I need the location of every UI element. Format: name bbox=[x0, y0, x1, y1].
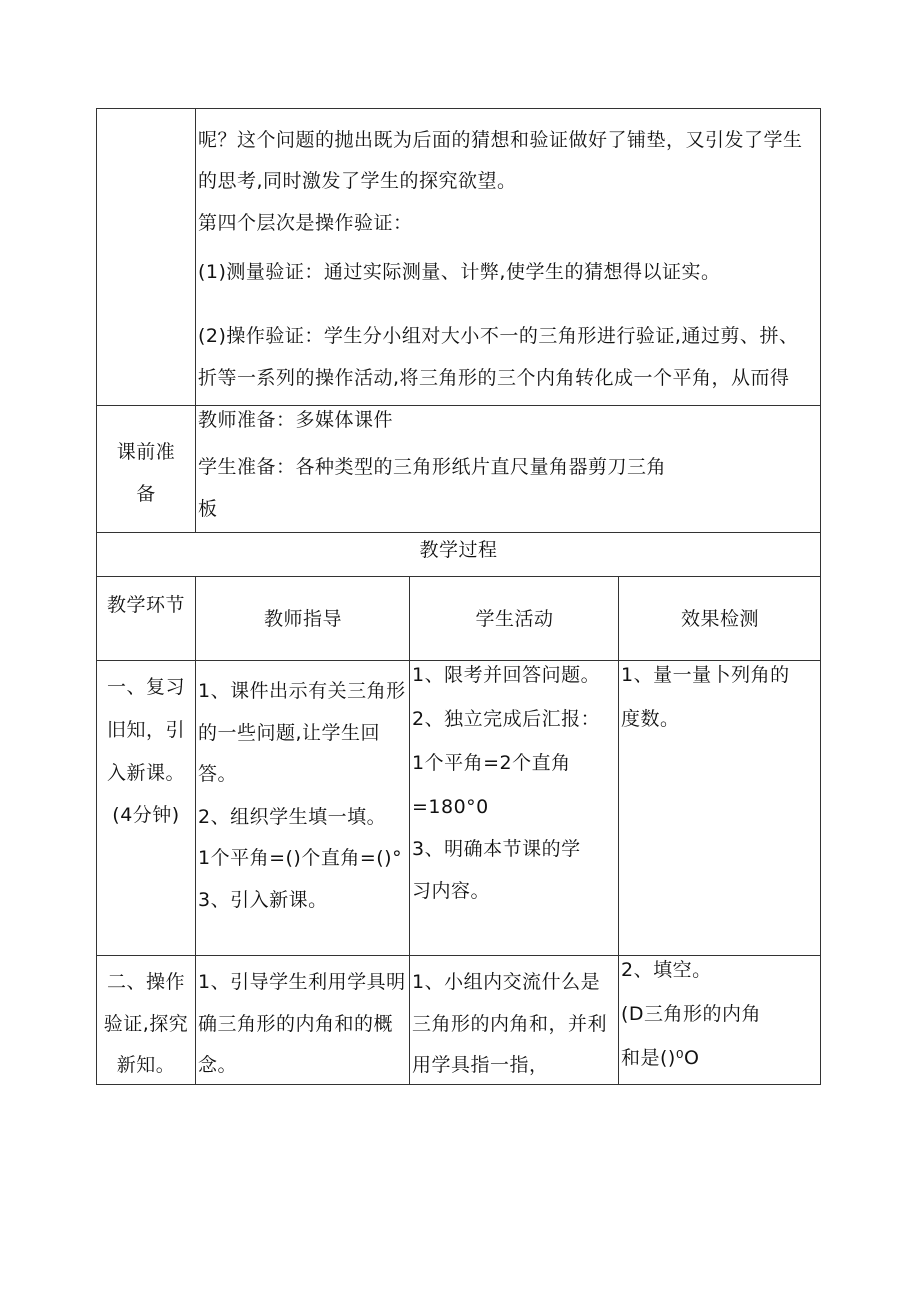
table-border-top bbox=[96, 108, 821, 109]
student-activity-line: =180°0 bbox=[412, 796, 489, 818]
column-divider bbox=[195, 108, 196, 533]
check-line: 度数。 bbox=[621, 708, 680, 730]
stage-text: 一、复习 bbox=[106, 676, 185, 698]
student-prep: 板 bbox=[198, 498, 218, 520]
intro-line: 的思考,同时激发了学生的探究欲望。 bbox=[198, 170, 517, 192]
student-activity-line: 2、独立完成后汇报： bbox=[412, 708, 601, 730]
prep-label: 课前准 bbox=[116, 441, 176, 463]
intro-line: (2)操作验证：学生分小组对大小不一的三角形进行验证,通过剪、拼、 bbox=[198, 325, 799, 347]
teacher-guide-line: 1个平角=()个直角=()° bbox=[198, 847, 403, 869]
teacher-guide-line: 答。 bbox=[198, 763, 238, 785]
prep-label: 备 bbox=[136, 483, 156, 505]
teacher-guide-line: 2、组织学生填一填。 bbox=[198, 806, 387, 828]
column-divider bbox=[618, 576, 619, 1085]
intro-line: (1)测量验证：通过实际测量、计弊,使学生的猜想得以证实。 bbox=[198, 261, 721, 283]
teacher-guide-line: 的一些问题,让学生回 bbox=[198, 722, 381, 744]
student-activity-line: 1个平角=2个直角 bbox=[412, 752, 571, 774]
teacher-guide-line: 确三角形的内角和的概 bbox=[198, 1013, 394, 1035]
check-line: 1、量一量卜列角的 bbox=[621, 664, 790, 686]
teacher-guide-line: 1、引导学生利用学具明 bbox=[198, 971, 406, 993]
student-activity-line: 1、限考并回答问题。 bbox=[412, 664, 601, 686]
student-activity-line: 习内容。 bbox=[412, 880, 491, 902]
check-line: (D三角形的内角 bbox=[621, 1003, 762, 1025]
row-divider bbox=[96, 576, 821, 577]
row-divider bbox=[96, 660, 821, 661]
row-divider bbox=[96, 955, 821, 956]
teacher-prep: 教师准备：多媒体课件 bbox=[198, 409, 394, 431]
row-divider bbox=[96, 405, 821, 406]
intro-line: 呢？这个问题的抛出既为后面的猜想和验证做好了铺垫，又引发了学生 bbox=[198, 129, 803, 151]
teacher-guide-line: 念。 bbox=[198, 1054, 238, 1076]
teacher-guide-line: 1、课件出示有关三角形 bbox=[198, 680, 406, 702]
header-check: 效果检测 bbox=[680, 608, 759, 630]
student-prep: 学生准备：各种类型的三角形纸片直尺量角器剪刀三角 bbox=[198, 456, 667, 478]
intro-line: 折等一系列的操作活动,将三角形的三个内角转化成一个平角，从而得 bbox=[198, 367, 790, 389]
stage-text: 新知。 bbox=[116, 1054, 176, 1076]
teacher-guide-line: 3、引入新课。 bbox=[198, 889, 328, 911]
header-stage: 教学环节 bbox=[106, 594, 185, 616]
column-divider bbox=[195, 576, 196, 1085]
table-border-bottom bbox=[96, 1084, 821, 1085]
header-teacher: 教师指导 bbox=[263, 608, 342, 630]
student-activity-line: 1、小组内交流什么是 bbox=[412, 971, 601, 993]
intro-line: 第四个层次是操作验证： bbox=[198, 212, 413, 234]
student-activity-line: 三角形的内角和，并利 bbox=[412, 1013, 608, 1035]
row-divider bbox=[96, 532, 821, 533]
header-student: 学生活动 bbox=[475, 608, 554, 630]
check-line: 和是()⁰O bbox=[621, 1047, 700, 1069]
student-activity-line: 3、明确本节课的学 bbox=[412, 838, 581, 860]
stage-text: 入新课。 bbox=[106, 762, 185, 784]
check-line: 2、填空。 bbox=[621, 959, 712, 981]
stage-text: 旧知，引 bbox=[106, 719, 185, 741]
stage-text: (4分钟) bbox=[112, 804, 180, 826]
process-title: 教学过程 bbox=[419, 539, 498, 561]
column-divider bbox=[409, 576, 410, 1085]
student-activity-line: 用学具指一指， bbox=[412, 1054, 549, 1076]
table-border-right bbox=[820, 108, 821, 1085]
stage-text: 二、操作 bbox=[106, 971, 185, 993]
stage-text: 验证,探究 bbox=[103, 1013, 189, 1035]
